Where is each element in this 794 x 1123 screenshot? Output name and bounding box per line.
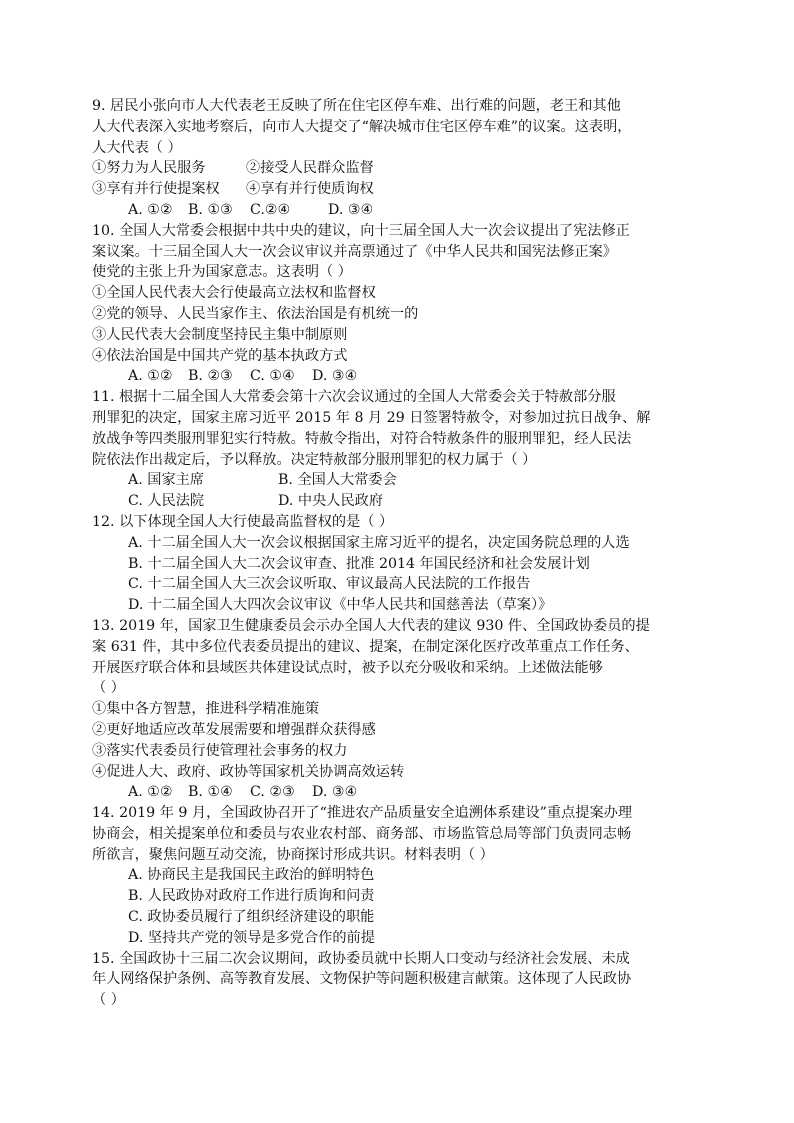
exam-page	[92, 96, 712, 1011]
option-c: C. 人民法院	[128, 493, 205, 510]
stem-line: 所欲言，聚焦问题互动交流，协商探讨形成共识。材料表明（ ）	[92, 846, 494, 863]
stem-line: 刑罪犯的决定，国家主席习近平 2015 年 8 月 29 日签署特赦令，对参加过抗日战争、解	[92, 409, 651, 426]
stem-line: 开展医疗联合体和县域医共体建设试点时，被予以充分吸收和采纳。上述做法能够	[92, 659, 603, 676]
options-row	[92, 782, 712, 803]
option-b: B. ①③	[188, 201, 233, 218]
stem-line: 人大代表深入实地考察后，向市人大提交了“解决城市住宅区停车难”的议案。这表明，	[92, 118, 632, 135]
stem-line: 使党的主张上升为国家意志。这表明（ ）	[92, 264, 352, 281]
item: ③享有并行使提案权	[92, 181, 220, 198]
stem-line: 案议案。十三届全国人大一次会议审议并高票通过了《中华人民共和国宪法修正案》	[92, 243, 617, 260]
option-d: D. 十二届全国人大四次会议审议《中华人民共和国慈善法（草案）》	[128, 597, 553, 614]
item: ①努力为人民服务	[92, 160, 206, 177]
stem-line: 13. 2019 年，国家卫生健康委员会示办全国人大代表的建议 930 件、全国政协委员的提	[92, 617, 650, 634]
stem-line: 院依法作出裁定后，予以释放。决定特赦部分服刑罪犯的权力属于（ ）	[92, 451, 537, 468]
item-row	[92, 158, 712, 179]
options-row	[92, 491, 712, 512]
item-row	[92, 179, 712, 200]
stem-line: 11. 根据十二届全国人大常委会第十六次会议通过的全国人大常委会关于特赦部分服	[92, 389, 616, 406]
option-d: D. ③④	[312, 368, 358, 385]
question-11	[92, 387, 712, 512]
option-b: B. 人民政协对政府工作进行质询和问责	[128, 888, 375, 905]
option-a: A. ①②	[128, 201, 173, 218]
option-a: A. ①②	[128, 784, 173, 801]
item: ①全国人民代表大会行使最高立法权和监督权	[92, 285, 376, 302]
option-a: A. 协商民主是我国民主政治的鲜明特色	[128, 867, 375, 884]
question-12	[92, 512, 712, 616]
item: ②接受人民群众监督	[246, 160, 374, 177]
item: ③人民代表大会制度坚持民主集中制原则	[92, 326, 348, 343]
question-13	[92, 616, 712, 803]
option-a: A. ①②	[128, 368, 173, 385]
stem-line: 案 631 件，其中多位代表委员提出的建议、提案，在制定深化医疗改革重点工作任务、	[92, 638, 639, 655]
option-b: B. ①④	[188, 784, 233, 801]
option-d: D. 中央人民政府	[278, 493, 384, 510]
stem-line: 12. 以下体现全国人大行使最高监督权的是（ ）	[92, 513, 394, 530]
item: ④依法治国是中国共产党的基本执政方式	[92, 347, 348, 364]
question-10	[92, 221, 712, 387]
stem-line: 14. 2019 年 9 月，全国政协召开了“推进农产品质量安全追溯体系建设”重点提案办理	[92, 805, 633, 822]
item: ④享有并行使质询权	[246, 181, 374, 198]
option-a: A. 国家主席	[128, 472, 205, 489]
question-9	[92, 96, 712, 221]
stem-line: 人大代表（ ）	[92, 139, 182, 156]
option-d: D. ③④	[312, 784, 358, 801]
item: ③落实代表委员行使管理社会事务的权力	[92, 742, 348, 759]
options-row	[92, 200, 712, 221]
option-b: B. 十二届全国人大二次会议审查、批准 2014 年国民经济和社会发展计划	[128, 555, 590, 572]
stem-line: 9. 居民小张向市人大代表老王反映了所在住宅区停车难、出行难的问题，老王和其他	[92, 98, 621, 114]
option-b: B. 全国人大常委会	[278, 472, 397, 489]
option-c: C.②④	[250, 201, 291, 218]
options-row	[92, 470, 712, 491]
question-14	[92, 803, 712, 949]
item: ②党的领导、人民当家作主、依法治国是有机统一的	[92, 305, 419, 322]
item: ②更好地适应改革发展需要和增强群众获得感	[92, 721, 376, 738]
stem-line: 年人网络保护条例、高等教育发展、文物保护等问题积极建言献策。这体现了人民政协	[92, 971, 632, 988]
option-c: C. 政协委员履行了组织经济建设的职能	[128, 909, 375, 926]
stem-line: 15. 全国政协十三届二次会议期间，政协委员就中长期人口变动与经济社会发展、未成	[92, 950, 630, 967]
option-c: C. ②③	[250, 784, 295, 801]
stem-line: 放战争等四类服刑罪犯实行特赦。特赦令指出，对符合特赦条件的服刑罪犯，经人民法	[92, 430, 632, 447]
option-b: B. ②③	[188, 368, 233, 385]
option-d: D. ③④	[328, 201, 374, 218]
item: ①集中各方智慧，推进科学精准施策	[92, 701, 320, 718]
item: ④促进人大、政府、政协等国家机关协调高效运转	[92, 763, 405, 780]
option-a: A. 十二届全国人大一次会议根据国家主席习近平的提名，决定国务院总理的人选	[128, 534, 630, 551]
option-c: C. 十二届全国人大三次会议听取、审议最高人民法院的工作报告	[128, 576, 531, 593]
option-d: D. 坚持共产党的领导是多党合作的前提	[128, 929, 375, 946]
option-c: C. ①④	[250, 368, 295, 385]
stem-line: （ ）	[92, 680, 125, 697]
stem-line: 协商会，相关提案单位和委员与农业农村部、商务部、市场监管总局等部门负责同志畅	[92, 825, 632, 842]
question-15	[92, 949, 712, 1011]
stem-line: （ ）	[92, 992, 125, 1009]
options-row	[92, 366, 712, 387]
stem-line: 10. 全国人大常委会根据中共中央的建议，向十三届全国人大一次会议提出了宪法修正	[92, 222, 630, 239]
